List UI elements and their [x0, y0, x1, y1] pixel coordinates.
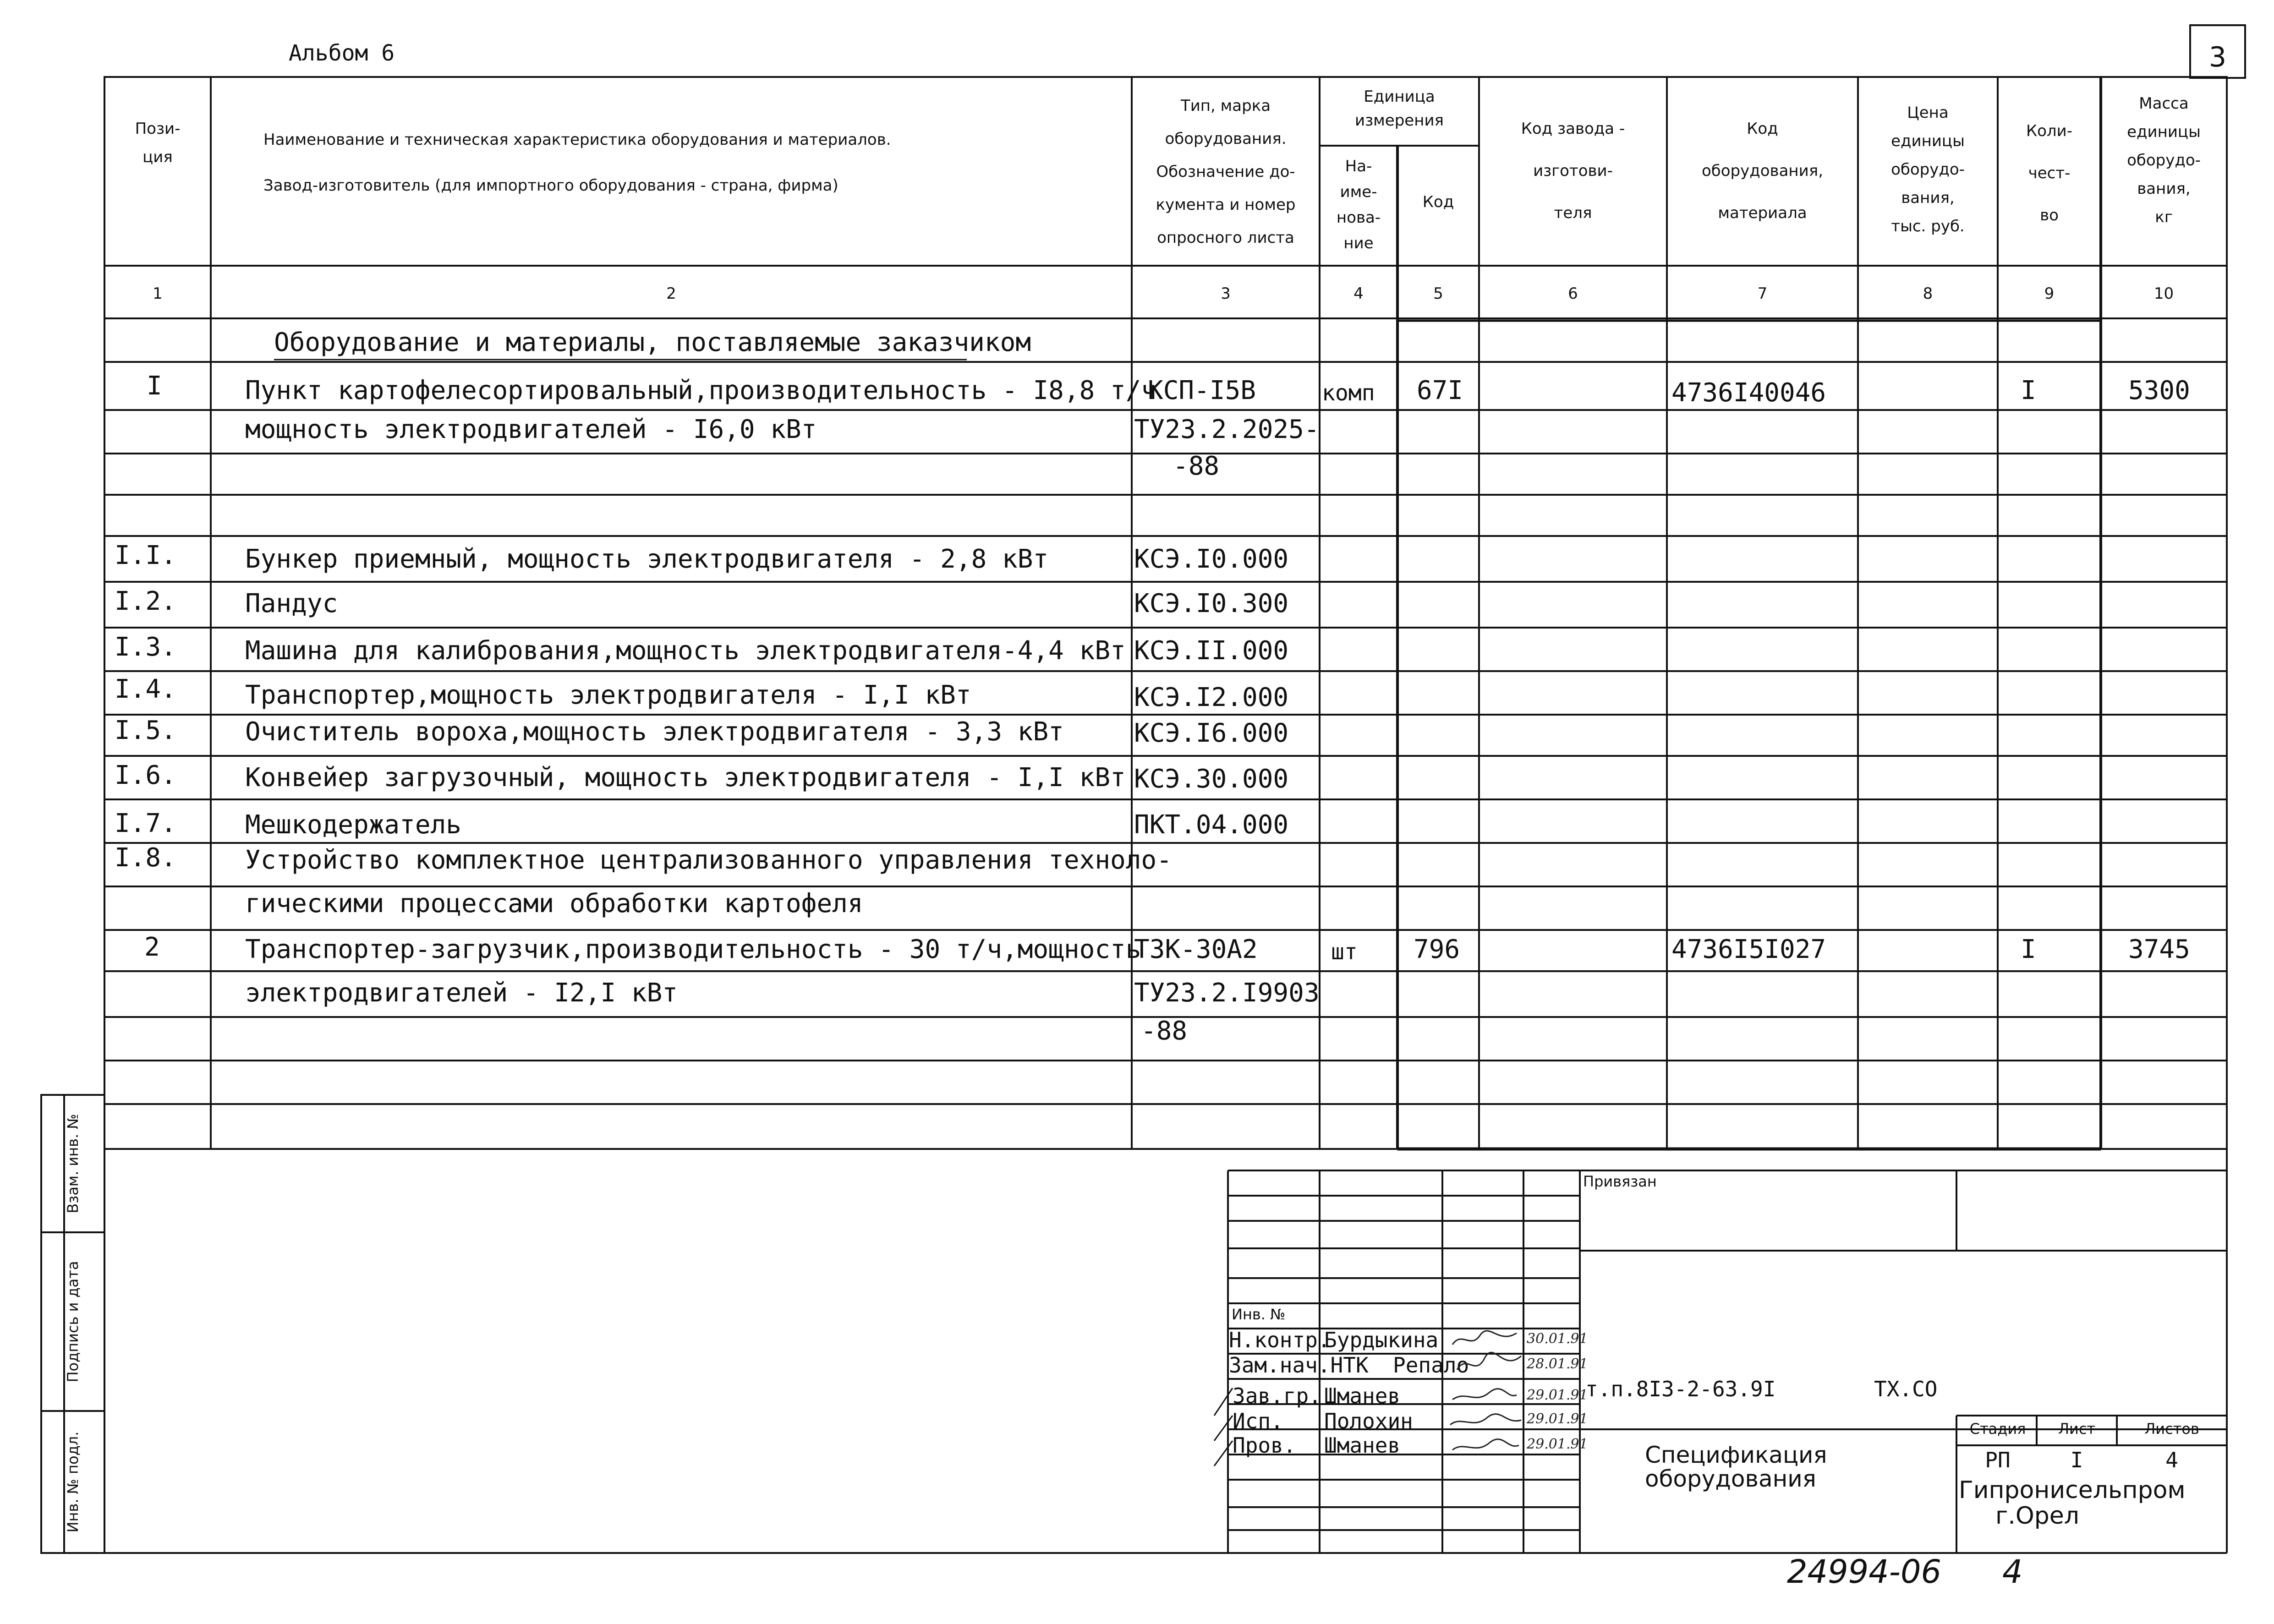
row-type: КСЭ.I6.000: [1134, 718, 1289, 748]
row-name: Машина для калибрования,мощность электродвигателя-4,4 кВт: [245, 636, 1126, 666]
tb-date: 29.01.91: [1527, 1387, 1588, 1403]
row-unit: шт: [1331, 939, 1358, 965]
row-position: I.3.: [115, 632, 176, 662]
row-type: ТЗК-30А2: [1134, 935, 1258, 964]
header-factory-code: Код завода - изготови- теля: [1521, 120, 1625, 222]
col-number: 6: [1568, 284, 1578, 303]
row-quantity: I: [2021, 376, 2036, 405]
row-name: мощность электродвигателей - I6,0 кВт: [245, 415, 817, 444]
tb-sheets: 4: [2165, 1448, 2178, 1472]
row-name: Пандус: [245, 589, 338, 618]
row-name: Конвейер загрузочный, мощность электродвигателя - I,I кВт: [245, 763, 1126, 793]
row-mass: 5300: [2128, 376, 2190, 405]
archive-page: 4: [2002, 1553, 2023, 1591]
row-type: КСЭ.II.000: [1134, 636, 1289, 666]
row-position: I.I.: [115, 541, 176, 570]
row-name: Пункт картофелесортировальный,производительность - I8,8 т/ч: [245, 376, 1157, 405]
row-position: 2: [144, 932, 160, 962]
col-number: 1: [153, 284, 163, 303]
header-quantity: Коли- чест- во: [2026, 122, 2073, 224]
tb-privyazan: Привязан: [1583, 1173, 1657, 1190]
archive-number: 24994-06: [1787, 1553, 1942, 1591]
tb-name: Шманев: [1324, 1383, 1401, 1408]
tb-name: Полохин: [1324, 1409, 1413, 1433]
header-unit-code: Код: [1422, 193, 1454, 211]
row-position: I.8.: [115, 843, 176, 873]
tb-title: Спецификация оборудования: [1645, 1442, 1827, 1492]
tb-sheet-label: Лист: [2058, 1420, 2096, 1438]
col-number: 8: [1923, 284, 1933, 303]
row-name: Транспортер-загрузчик,производительность - 30 т/ч,мощность: [245, 935, 1141, 964]
row-type: ТУ23.2.2025-: [1134, 415, 1320, 444]
header-unit-group: Единица измерения: [1354, 87, 1444, 130]
row-type: КСЭ.I2.000: [1134, 683, 1289, 712]
tb-inv-no: Инв. №: [1232, 1306, 1286, 1323]
col-number: 9: [2044, 284, 2055, 303]
header-mass: Масса единицы оборудо- вания, кг: [2127, 94, 2201, 226]
row-type: ПКТ.04.000: [1134, 810, 1289, 840]
row-position: I.6.: [115, 760, 176, 790]
row-position: I.7.: [115, 809, 176, 838]
row-quantity: I: [2021, 935, 2036, 964]
tb-sheets-label: Листов: [2144, 1420, 2199, 1438]
tb-sheet: I: [2070, 1448, 2083, 1472]
col-number: 7: [1757, 284, 1768, 303]
row-name: Очиститель вороха,мощность электродвигателя - 3,3 кВт: [245, 717, 1064, 747]
col-number: 3: [1221, 284, 1231, 303]
row-unit-code: 796: [1414, 935, 1460, 964]
row-unit-code: 67I: [1417, 376, 1463, 405]
row-equipment-code: 4736I40046: [1671, 378, 1826, 408]
row-equipment-code: 4736I5I027: [1671, 935, 1826, 964]
sheet-number: 3: [2208, 41, 2227, 73]
stamp-signature-date: Подпись и дата: [64, 1261, 82, 1383]
tb-role: Н.контр.: [1229, 1328, 1331, 1352]
header-unit-name: На- име- нова- ние: [1336, 157, 1381, 252]
header-position: Пози- ция: [135, 120, 181, 166]
tb-date: 29.01.91: [1527, 1411, 1588, 1427]
row-name: гическими процессами обработки картофеля: [245, 889, 863, 919]
tb-doc-code: т.п.8I3-2-63.9I: [1585, 1377, 1776, 1401]
stamp-replace-inv: Взам. инв. №: [64, 1114, 82, 1214]
signatures: [1448, 1326, 1526, 1459]
row-type: КСП-I5В: [1148, 376, 1256, 405]
tb-organization: Гипронисельпром г.Орел: [1959, 1476, 2186, 1530]
tb-stage: РП: [1985, 1448, 2011, 1472]
tb-name: Репало: [1393, 1353, 1469, 1378]
tb-stage-label: Стадия: [1969, 1420, 2026, 1438]
row-type: КСЭ.30.000: [1134, 764, 1289, 794]
tb-role: Зам.нач.НТК: [1229, 1353, 1369, 1378]
row-type: -88: [1141, 1016, 1188, 1046]
section-title: Оборудование и материалы, поставляемые заказчиком: [274, 328, 1031, 357]
row-type: КСЭ.I0.300: [1134, 589, 1289, 618]
tb-date: 29.01.91: [1527, 1436, 1588, 1452]
row-name: Бункер приемный, мощность электродвигателя - 2,8 кВт: [245, 544, 1049, 574]
col-number: 4: [1353, 284, 1364, 303]
tb-name: Шманев: [1324, 1433, 1401, 1458]
row-position: I.5.: [115, 716, 176, 745]
row-name: электродвигателей - I2,I кВт: [245, 978, 678, 1008]
col-number: 10: [2153, 284, 2174, 303]
row-name: Транспортер,мощность электродвигателя - I,I кВт: [245, 680, 971, 710]
tb-role: Пров.: [1233, 1433, 1296, 1458]
header-equipment-code: Код оборудования, материала: [1701, 120, 1824, 222]
header-name: Наименование и техническая характеристика оборудования и материалов. Завод-изготовитель (для импортного оборудования - страна, фирма): [263, 131, 891, 195]
row-type: -88: [1173, 451, 1220, 481]
row-position: I: [147, 371, 162, 401]
col-number: 2: [666, 284, 676, 303]
tb-name: Бурдыкина: [1324, 1328, 1439, 1352]
row-type: КСЭ.I0.000: [1134, 544, 1289, 574]
row-position: I.2.: [115, 586, 176, 616]
stamp-inv-original: Инв. № подл.: [64, 1431, 82, 1533]
col-number: 5: [1433, 284, 1443, 303]
header-type: Тип, марка оборудования. Обозначение до- кумента и номер опросного листа: [1156, 97, 1296, 247]
tb-date: 28.01.91: [1527, 1356, 1588, 1372]
tb-role: Зав.гр.: [1233, 1383, 1321, 1408]
row-unit: комп: [1322, 380, 1375, 406]
row-position: I.4.: [115, 674, 176, 704]
tb-doc-suffix: ТХ.СО: [1874, 1377, 1938, 1401]
album-label: Альбом 6: [289, 40, 395, 66]
row-mass: 3745: [2128, 935, 2190, 964]
tb-date: 30.01.91: [1527, 1331, 1588, 1347]
header-price: Цена единицы оборудо- вания, тыс. руб.: [1891, 104, 1965, 235]
row-type: ТУ23.2.I9903: [1134, 978, 1320, 1008]
row-name: Мешкодержатель: [245, 810, 462, 840]
row-name: Устройство комплектное централизованного управления техноло-: [245, 845, 1172, 875]
tb-role: Исп.: [1233, 1409, 1283, 1433]
